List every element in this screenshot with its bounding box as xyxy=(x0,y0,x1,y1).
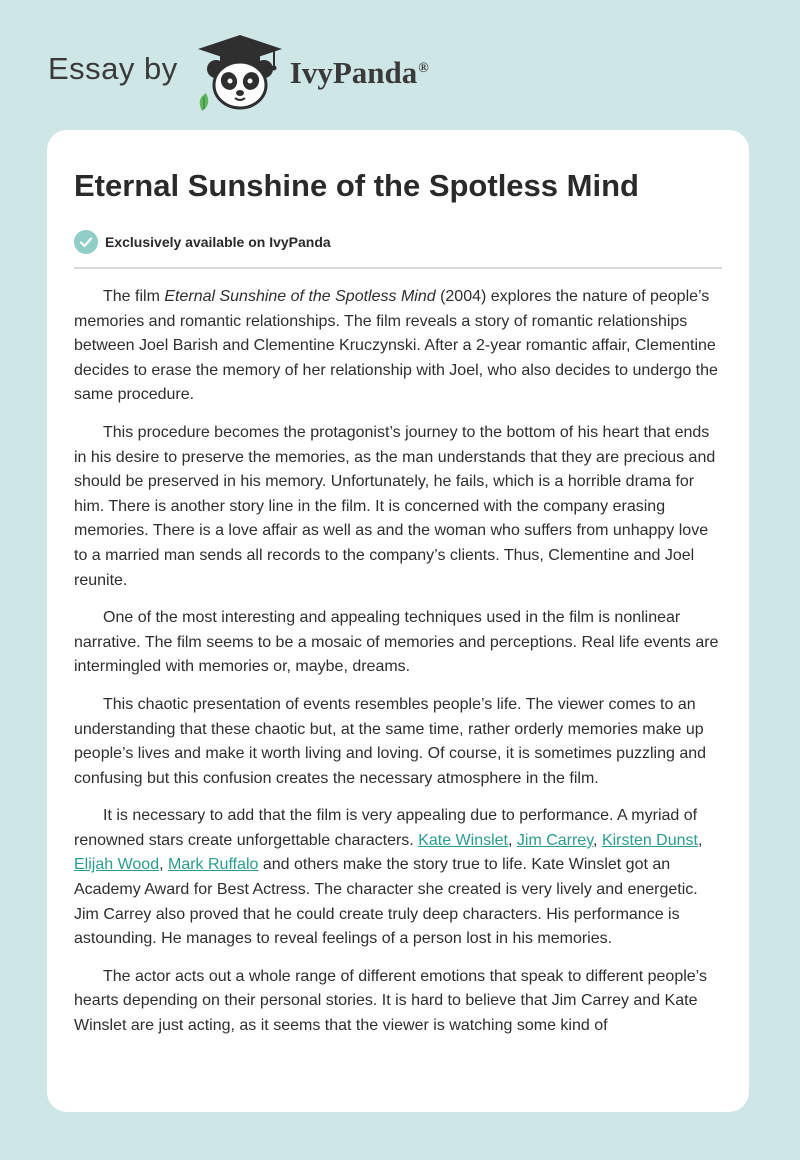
brand-name: IvyPanda® xyxy=(289,55,429,90)
essay-card xyxy=(47,130,749,1112)
exclusive-badge-label: Exclusively available on IvyPanda xyxy=(105,234,331,250)
link-kate-winslet[interactable]: Kate Winslet xyxy=(418,831,508,849)
exclusive-badge xyxy=(74,230,722,269)
paragraph-2: This procedure becomes the protagonist’s journey to the bottom of his heart that ends in his desire to preserve the memories, as the man understands that they are precious and should be preserved in his memory. Unfortunately, he fails, which is a horrible drama for him. There is another story line in the film. It is concerned with the company erasing memories. There is a love affair as well as and the woman who suffers from unhappy love to a married man sends all records to the company’s clients. Thus, Clementine and Joel reunite. xyxy=(74,423,716,589)
link-elijah-wood[interactable]: Elijah Wood xyxy=(74,856,160,874)
paragraph-3: One of the most interesting and appealing techniques used in the film is nonlinear narrative. The film seems to be a mosaic of memories and perceptions. Real life events are intermingled with memories or, maybe, dreams. xyxy=(74,609,719,676)
link-jim-carrey[interactable]: Jim Carrey xyxy=(516,831,594,849)
trademark-symbol: ® xyxy=(418,60,429,76)
essay-content xyxy=(47,130,749,1039)
site-header xyxy=(48,32,429,112)
paragraph-6: The actor acts out a whole range of different emotions that speak to different people’s hearts depending on their personal stories. It is hard to believe that Jim Carrey and Kate Winslet are just acting, as it seems that the viewer is watching some kind of xyxy=(74,967,707,1035)
film-title: Eternal Sunshine of the Spotless Mind xyxy=(164,288,436,305)
essay-title: Eternal Sunshine of the Spotless Mind xyxy=(74,168,639,203)
essay-by-label: Essay by xyxy=(48,51,178,86)
check-icon xyxy=(74,230,98,254)
paragraph-5: It is necessary to add that the film is very appealing due to performance. A myriad of renowned stars create unforgettable characters. Kate Winslet, Jim Carrey, Kirsten Dunst, Elijah Wood, Mark Ruffalo and others make the story true to life. Kate Winslet got an Academy Award for Best Actress. The character she created is very lively and energetic. Jim Carrey also proved that he could create truly deep characters. His performance is astounding. He manages to reveal feelings of a person lost in his memories. xyxy=(74,807,703,948)
paragraph-4: This chaotic presentation of events resembles people’s life. The viewer comes to an understanding that these chaotic but, at the same time, rather orderly memories make up people’s lives and make it worth living and loving. Of course, it is sometimes puzzling and confusing but this confusion creates the necessary atmosphere in the film. xyxy=(74,695,707,787)
paragraph-1: The film Eternal Sunshine of the Spotless Mind (2004) explores the nature of people’s memories and romantic relationships. The film reveals a story of romantic relationships between Joel Barish and Clementine Kruczynski. After a 2-year romantic affair, Clementine decides to erase the memory of her relationship with Joel, who also decides to undergo the same procedure. xyxy=(74,288,718,404)
link-kirsten-dunst[interactable]: Kirsten Dunst xyxy=(601,831,698,849)
link-mark-ruffalo[interactable]: Mark Ruffalo xyxy=(167,856,259,874)
essay-body xyxy=(74,285,722,1039)
panda-graduate-icon xyxy=(192,33,288,111)
